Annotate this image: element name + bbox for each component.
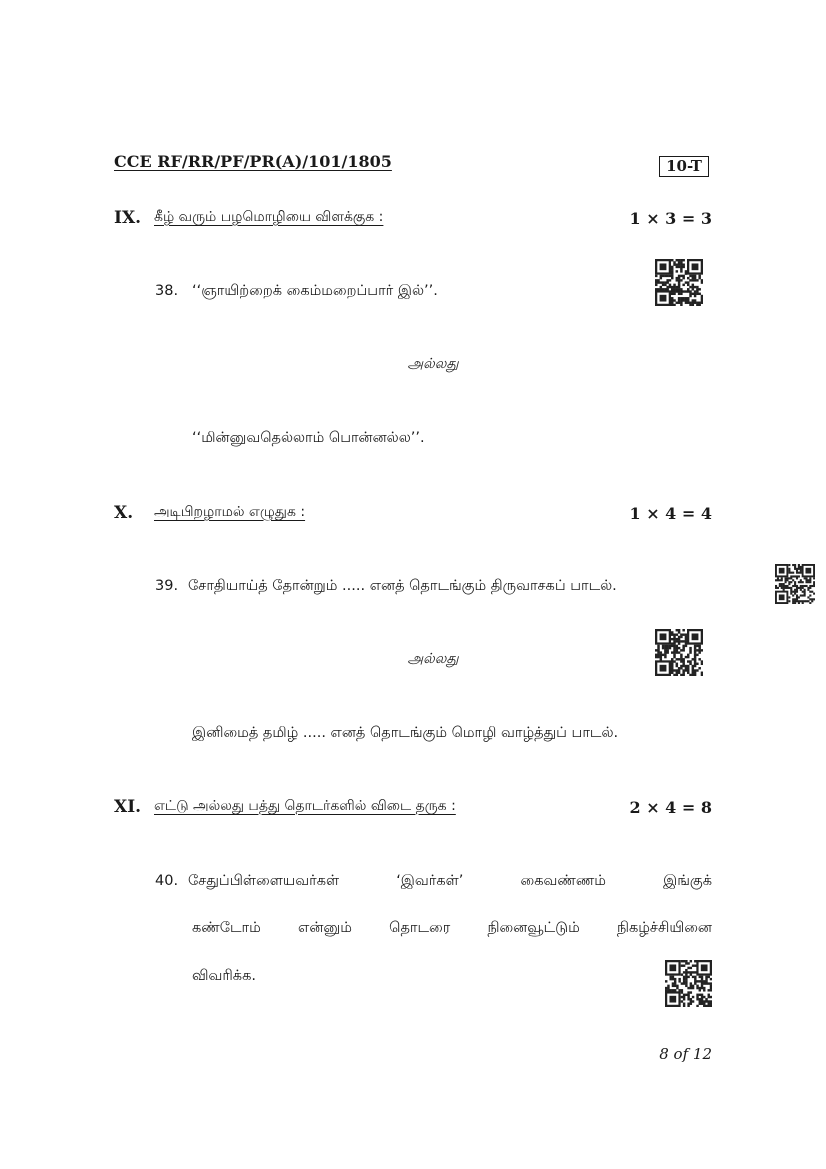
or-label: அல்லது [407, 651, 459, 667]
section-title: அடிபிறழாமல் எழுதுக : [154, 504, 306, 520]
section-marks: 1 × 3 = 3 [629, 209, 712, 228]
question-word: சேதுப்பிள்ளையவர்கள் [188, 873, 340, 889]
question-number: 39. [155, 578, 179, 594]
qr-code-icon [775, 564, 815, 604]
question-word: கைவண்ணம் [520, 873, 606, 889]
question-number: 40. [155, 873, 179, 889]
question-word: கண்டோம் [192, 920, 261, 936]
question-word: இங்குக் [663, 873, 712, 889]
section-title: கீழ் வரும் பழமொழியை விளக்குக : [154, 209, 384, 225]
question-number: 38. [155, 283, 179, 299]
section-title: எட்டு அல்லது பத்து தொடர்களில் விடை தருக : [154, 798, 456, 814]
question-word: தொடரை [389, 920, 451, 936]
qr-code-icon [665, 960, 712, 1007]
section-number: X. [114, 503, 134, 523]
section-number: IX. [114, 208, 142, 228]
paper-code: CCE RF/RR/PF/PR(A)/101/1805 [114, 152, 392, 171]
or-label: அல்லது [407, 356, 459, 372]
alternate-question: ‘‘மின்னுவதெல்லாம் பொன்னல்ல’’. [192, 430, 425, 446]
question-word: நிகழ்ச்சியினை [616, 920, 712, 936]
section-marks: 1 × 4 = 4 [629, 504, 712, 523]
alternate-question: இனிமைத் தமிழ் ..... எனத் தொடங்கும் மொழி வாழ்த்துப் பாடல். [192, 725, 619, 741]
question-text: ‘‘ஞாயிற்றைக் கைம்மறைப்பார் இல்’’. [192, 283, 438, 299]
page-number: 8 of 12 [659, 1045, 712, 1063]
section-number: XI. [114, 797, 142, 817]
question-word: ‘இவர்கள்’ [396, 873, 464, 889]
qr-code-icon [655, 259, 703, 306]
question-line [192, 920, 712, 938]
section-marks: 2 × 4 = 8 [629, 798, 712, 817]
question-text: சோதியாய்த் தோன்றும் ..... எனத் தொடங்கும் திருவாசகப் பாடல். [188, 578, 617, 594]
question-word: நினைவூட்டும் [487, 920, 580, 936]
question-text: விவரிக்க. [192, 968, 256, 984]
paper-id-box: 10-T [659, 156, 709, 177]
question-line [188, 873, 712, 891]
question-word: என்னும் [298, 920, 352, 936]
